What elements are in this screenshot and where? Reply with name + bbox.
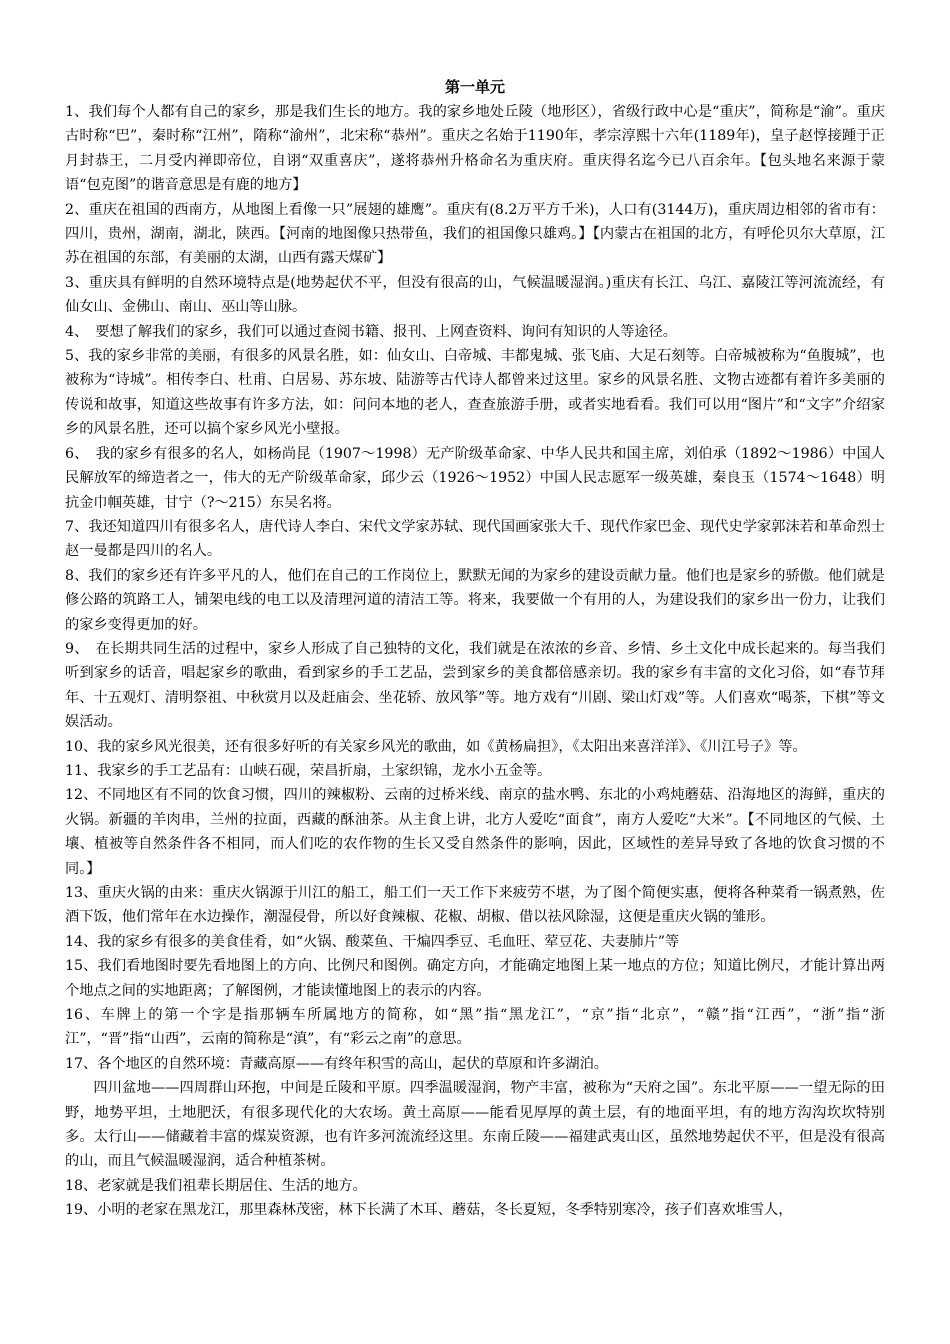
paragraph-14: 14、我的家乡有很多的美食佳肴，如“火锅、酸菜鱼、干煸四季豆、毛血旺、荤豆花、夫妻肺片”等 [65,933,680,950]
paragraph-4: 4、 要想了解我们的家乡，我们可以通过查阅书籍、报刊、上网查资料、询问有知识的人等途径。 [65,323,677,340]
paragraph-11: 11、我家乡的手工艺品有：山峡石砚，荣昌折扇，土家织锦，龙水小五金等。 [65,762,552,779]
paragraph-10: 10、我的家乡风光很美，还有很多好听的有关家乡风光的歌曲，如《黄杨扁担》，《太阳出来喜洋洋》、《川江号子》等。 [65,738,807,755]
paragraph-15: 15、我们看地图时要先看地图上的方向、比例尺和图例。确定方向，才能确定地图上某一地点的方位；知道比例尺，才能计算出两个地点之间的实地距离；了解图例，才能读懂地图上的表示的内容。 [65,958,885,999]
paragraph-7: 7、我还知道四川有很多名人，唐代诗人李白、宋代文学家苏轼、现代国画家张大千、现代作家巴金、现代史学家郭沫若和革命烈士赵一曼都是四川的名人。 [65,518,885,560]
paragraph-18: 18、老家就是我们祖辈长期居住、生活的地方。 [65,1177,367,1194]
paragraph-19: 19、小明的老家在黑龙江，那里森林茂密，林下长满了木耳、蘑菇，冬长夏短，冬季特别寒冷，孩子们喜欢堆雪人， [65,1202,793,1219]
document-title: 第一单元 [444,78,505,96]
paragraph-8: 8、我们的家乡还有许多平凡的人，他们在自己的工作岗位上，默默无闻的为家乡的建设贡献力量。他们也是家乡的骄傲。他们就是修公路的筑路工人，铺架电线的电工以及清理河道的清洁工等。将来，我要做一个有用的人，为建设我们的家乡出一份力，让我们的家乡变得更加的好。 [65,567,885,633]
paragraph-5: 5、我的家乡非常的美丽，有很多的风景名胜，如：仙女山、白帝城、丰都鬼城、张飞庙、大足石刻等。白帝城被称为“鱼腹城”，也被称为“诗城”。相传李白、杜甫、白居易、苏东坡、陆游等古代诗人都曾来过这里。家乡的风景名胜、文物古迹都有着许多美丽的传说和故事，知道这些故事有许多方法，如：问问本地的老人，查查旅游手册，或者实地看看。我们可以用“图片”和“文字”介绍家乡的风景名胜，还可以搞个家乡风光小壁报。 [65,348,885,438]
paragraph-9: 9、 在长期共同生活的过程中，家乡人形成了自己独特的文化，我们就是在浓浓的乡音、乡情、乡土文化中成长起来的。每当我们听到家乡的话音，唱起家乡的歌曲，看到家乡的手工艺品，尝到家乡的美食都倍感亲切。我的家乡有丰富的文化习俗，如“春节拜年、十五观灯、清明祭祖、中秋赏月以及赶庙会、坐花轿、放风筝”等。地方戏有“川剧、梁山灯戏”等。人们喜欢“喝茶，下棋”等文娱活动。 [65,640,885,731]
paragraph-1: 1、我们每个人都有自己的家乡，那是我们生长的地方。我的家乡地处丘陵（地形区），省级行政中心是“重庆”，简称是“渝”。重庆古时称“巴”，秦时称“江州”，隋称“渝州”，北宋称“恭州”。重庆之名始于1190年，孝宗淳熙十六年(1189年)，皇子赵惇接踵于正月封恭王，二月受内禅即帝位，自诩“双重喜庆”，遂将恭州升格命名为重庆府。重庆得名迄今已八百余年。【包头地名来源于蒙语“包克图”的谐音意思是有鹿的地方】 [65,104,885,194]
paragraph-6: 6、 我的家乡有很多的名人，如杨尚昆（1907～1998）无产阶级革命家、中华人民共和国主席，刘伯承（1892～1986）中国人民解放军的缔造者之一，伟大的无产阶级革命家，邱少云（1926～1952）中国人民志愿军一级英雄，秦良玉（1574～1648）明抗金巾帼英雄，甘宁（?～215）东吴名将。 [65,445,885,511]
paragraph-2: 2、重庆在祖国的西南方，从地图上看像一只”展翅的雄鹰”。重庆有(8.2万平方千米)，人口有(3144万)，重庆周边相邻的省市有：四川，贵州，湖南，湖北，陕西。【河南的地图像只热带鱼，我们的祖国像只雄鸡。】【内蒙古在祖国的北方，有呼伦贝尔大草原，江苏在祖国的东部，有美丽的太湖，山西有露天煤矿】 [65,201,885,267]
paragraph-17-continued: 四川盆地——四周群山环抱，中间是丘陵和平原。四季温暖湿润，物产丰富，被称为“天府之国”。东北平原——一望无际的田野，地势平坦，土地肥沃，有很多现代化的大农场。黄土高原——能看见厚厚的黄土层，有的地面平坦，有的地方沟沟坎坎特别多。太行山——储藏着丰富的煤炭资源，也有许多河流流经这里。东南丘陵——福建武夷山区，虽然地势起伏不平，但是没有很高的山，而且气候温暖湿润，适合种植茶树。 [65,1080,885,1170]
paragraph-12: 12、不同地区有不同的饮食习惯，四川的辣椒粉、云南的过桥米线、南京的盐水鸭、东北的小鸡炖蘑菇、沿海地区的海鲜，重庆的火锅。新疆的羊肉串，兰州的拉面，西藏的酥油茶。从主食上讲，北方人爱吃“面食”，南方人爱吃“大米”。【不同地区的气候、土壤、植被等自然条件各不相同，而人们吃的农作物的生长又受自然条件的影响，因此，区域性的差异导致了各地的饮食习惯的不同。】 [65,787,885,877]
paragraph-3: 3、重庆具有鲜明的自然环境特点是(地势起伏不平，但没有很高的山，气候温暖湿润。)重庆有长江、乌江、嘉陵江等河流流经，有仙女山、金佛山、南山、巫山等山脉。 [65,274,885,316]
document-page [65,76,885,1223]
paragraph-17: 17、各个地区的自然环境：青藏高原——有终年积雪的高山，起伏的草原和许多湖泊。 [65,1055,608,1072]
paragraph-16: 16、车牌上的第一个字是指那辆车所属地方的简称，如“黑”指“黑龙江”，“京”指“北京”，“赣”指“江西”，“浙”指“浙江”，“晋”指“山西”，云南的简称是“滇”，有“彩云之南”的意思。 [65,1007,885,1048]
paragraph-13: 13、重庆火锅的由来：重庆火锅源于川江的船工，船工们一天工作下来疲劳不堪，为了图个简便实惠，便将各种菜肴一锅煮熟，佐酒下饭，他们常年在水边操作，潮湿侵骨，所以好食辣椒、花椒、胡椒、借以祛风除湿，这便是重庆火锅的雏形。 [65,885,885,926]
